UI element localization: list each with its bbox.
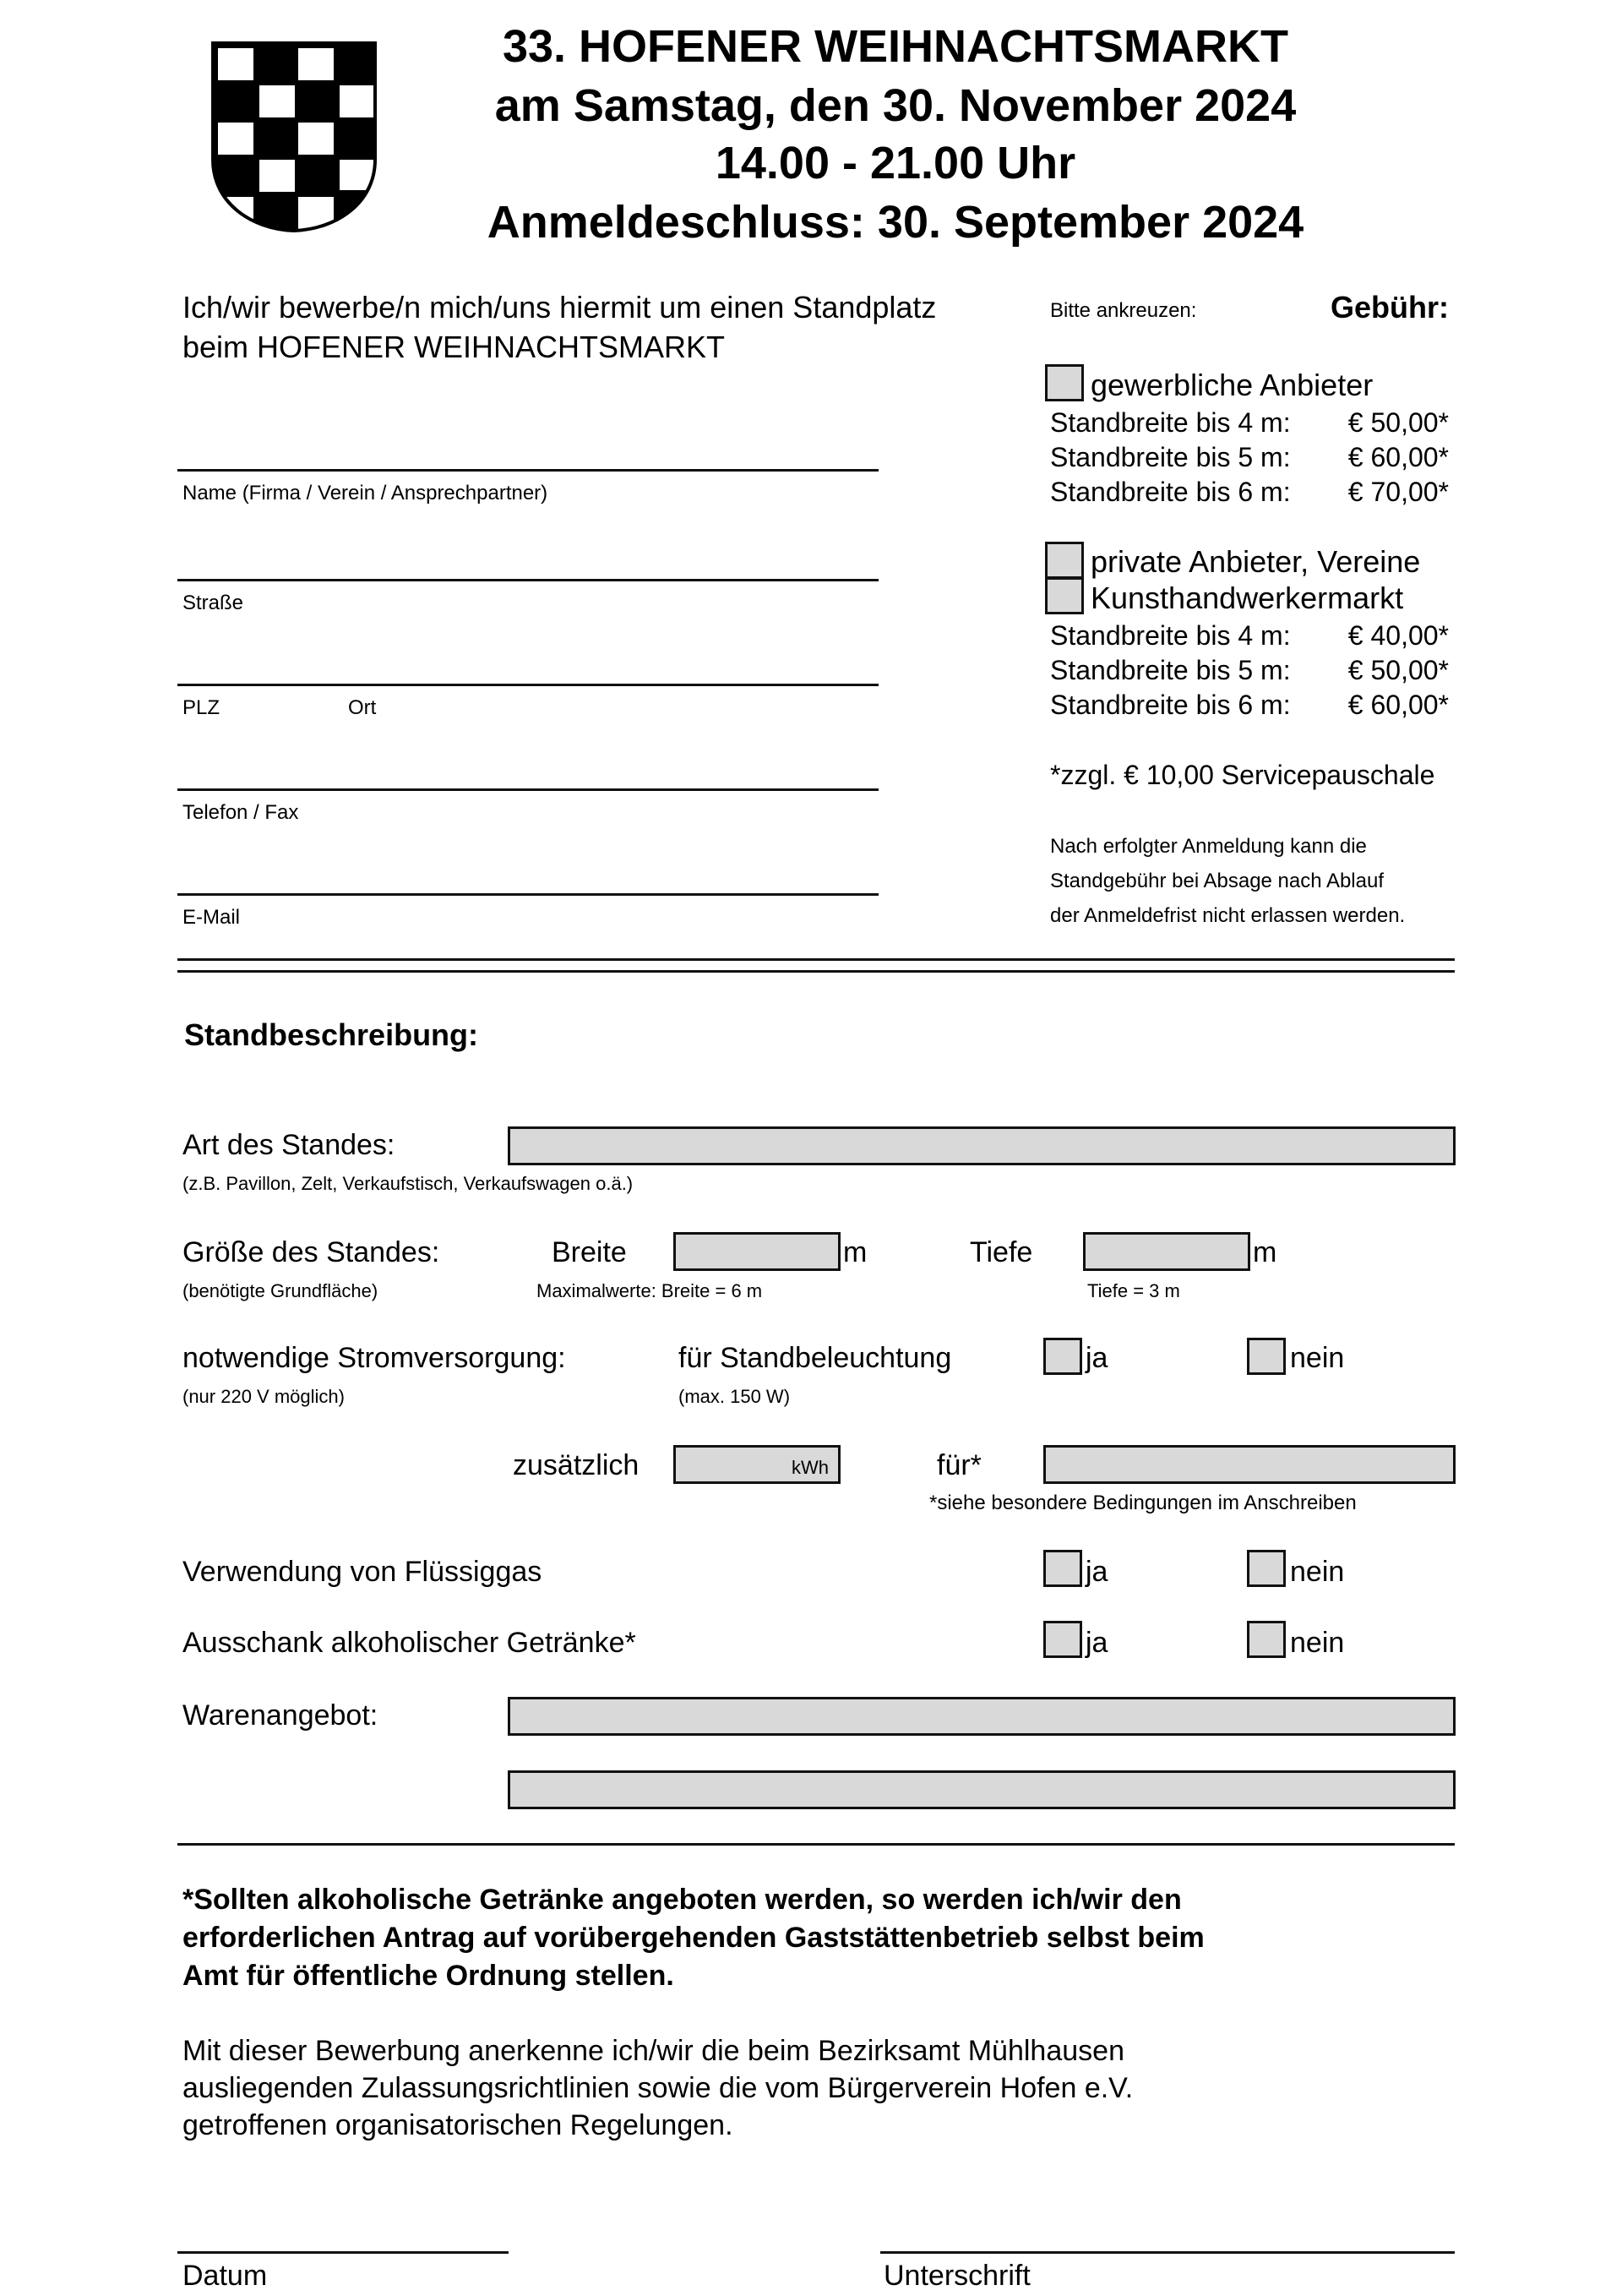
lighting-label: für Standbeleuchtung bbox=[678, 1342, 952, 1374]
goods-label: Warenangebot: bbox=[182, 1699, 378, 1732]
fee-row-price: € 60,00* bbox=[1347, 442, 1449, 472]
fee-heading: Gebühr: bbox=[1331, 290, 1449, 324]
width-label: Breite bbox=[552, 1236, 627, 1268]
stand-size-label: Größe des Standes: bbox=[182, 1236, 440, 1268]
cancel-note-line-1: Nach erfolgter Anmeldung kann die bbox=[1050, 835, 1367, 858]
city-label: Ort bbox=[348, 696, 377, 719]
alcohol-label: Ausschank alkoholischer Getränke* bbox=[182, 1627, 636, 1659]
service-note: *zzgl. € 10,00 Servicepauschale bbox=[1050, 760, 1435, 790]
divider bbox=[177, 1843, 1455, 1846]
fee-row-label: Standbreite bis 5 m: bbox=[1050, 442, 1291, 472]
private-checkbox[interactable] bbox=[1045, 542, 1084, 579]
private-label: private Anbieter, Vereine bbox=[1091, 544, 1421, 579]
gas-no-label: nein bbox=[1290, 1556, 1345, 1588]
stand-heading: Standbeschreibung: bbox=[184, 1017, 479, 1052]
fee-row-price: € 50,00* bbox=[1347, 655, 1449, 685]
intro-line-1: Ich/wir bewerbe/n mich/uns hiermit um einen Standplatz bbox=[182, 290, 937, 324]
name-input-line[interactable] bbox=[177, 469, 879, 472]
fee-row-price: € 70,00* bbox=[1347, 477, 1449, 507]
title-line-2: am Samstag, den 30. November 2024 bbox=[494, 80, 1297, 131]
coat-of-arms-icon bbox=[211, 41, 377, 232]
gas-yes-label: ja bbox=[1086, 1556, 1108, 1588]
power-label: notwendige Stromversorgung: bbox=[182, 1342, 566, 1374]
alcohol-yes-label: ja bbox=[1086, 1627, 1108, 1659]
kwh-unit: kWh bbox=[792, 1457, 829, 1478]
goods-input-2[interactable] bbox=[508, 1770, 1456, 1809]
gas-yes-checkbox[interactable] bbox=[1043, 1550, 1082, 1587]
title-line-3: 14.00 - 21.00 Uhr bbox=[715, 138, 1076, 188]
fee-row-label: Standbreite bis 6 m: bbox=[1050, 690, 1291, 720]
fee-row-price: € 50,00* bbox=[1347, 407, 1449, 438]
email-label: E-Mail bbox=[182, 906, 241, 929]
max-depth-hint: Tiefe = 3 m bbox=[1087, 1280, 1180, 1301]
lighting-hint: (max. 150 W) bbox=[678, 1386, 791, 1407]
depth-unit: m bbox=[1253, 1236, 1277, 1268]
stand-type-hint: (z.B. Pavillon, Zelt, Verkaufstisch, Verkaufswagen o.ä.) bbox=[182, 1173, 634, 1194]
zip-city-input-line[interactable] bbox=[177, 684, 879, 686]
alcohol-yes-checkbox[interactable] bbox=[1043, 1621, 1082, 1658]
power-purpose-hint: *siehe besondere Bedingungen im Anschreiben bbox=[929, 1492, 1357, 1514]
phone-input-line[interactable] bbox=[177, 788, 879, 791]
lighting-yes-label: ja bbox=[1086, 1342, 1108, 1374]
date-label: Datum bbox=[182, 2260, 268, 2292]
power-purpose-input[interactable] bbox=[1043, 1445, 1456, 1484]
depth-label: Tiefe bbox=[970, 1236, 1033, 1268]
phone-label: Telefon / Fax bbox=[182, 801, 299, 824]
divider bbox=[177, 970, 1455, 973]
additional-power-label: zusätzlich bbox=[513, 1449, 640, 1481]
power-hint: (nur 220 V möglich) bbox=[182, 1386, 345, 1407]
acceptance-line-1: Mit dieser Bewerbung anerkenne ich/wir die beim Bezirksamt Mühlhausen bbox=[182, 2035, 1124, 2067]
fee-row-price: € 60,00* bbox=[1347, 690, 1449, 720]
date-input-line[interactable] bbox=[177, 2251, 509, 2254]
width-unit: m bbox=[843, 1236, 868, 1268]
email-input-line[interactable] bbox=[177, 893, 879, 896]
fee-row-price: € 40,00* bbox=[1347, 620, 1449, 651]
lighting-no-checkbox[interactable] bbox=[1247, 1338, 1286, 1375]
stand-type-input[interactable] bbox=[508, 1126, 1456, 1165]
goods-input-1[interactable] bbox=[508, 1697, 1456, 1736]
title-line-1: 33. HOFENER WEIHNACHTSMARKT bbox=[502, 21, 1289, 72]
alcohol-note-line-2: erforderlichen Antrag auf vorübergehenden Gaststättenbetrieb selbst beim bbox=[182, 1922, 1205, 1954]
commercial-label: gewerbliche Anbieter bbox=[1091, 368, 1374, 402]
cancel-note-line-3: der Anmeldefrist nicht erlassen werden. bbox=[1050, 904, 1406, 927]
acceptance-line-2: ausliegenden Zulassungsrichtlinien sowie die vom Bürgerverein Hofen e.V. bbox=[182, 2072, 1134, 2104]
acceptance-line-3: getroffenen organisatorischen Regelungen. bbox=[182, 2109, 733, 2141]
tick-instruction: Bitte ankreuzen: bbox=[1050, 299, 1197, 322]
cancel-note-line-2: Standgebühr bei Absage nach Ablauf bbox=[1050, 870, 1384, 892]
intro-line-2: beim HOFENER WEIHNACHTSMARKT bbox=[182, 330, 726, 364]
signature-label: Unterschrift bbox=[884, 2260, 1031, 2292]
power-purpose-label: für* bbox=[937, 1449, 982, 1481]
lighting-yes-checkbox[interactable] bbox=[1043, 1338, 1082, 1375]
alcohol-no-label: nein bbox=[1290, 1627, 1345, 1659]
fee-row-label: Standbreite bis 6 m: bbox=[1050, 477, 1291, 507]
alcohol-note-line-1: *Sollten alkoholische Getränke angeboten werden, so werden ich/wir den bbox=[182, 1884, 1182, 1916]
depth-input[interactable] bbox=[1083, 1232, 1250, 1271]
signature-input-line[interactable] bbox=[880, 2251, 1455, 2254]
lighting-no-label: nein bbox=[1290, 1342, 1345, 1374]
max-width-hint: Maximalwerte: Breite = 6 m bbox=[536, 1280, 763, 1301]
zip-label: PLZ bbox=[182, 696, 220, 719]
alcohol-no-checkbox[interactable] bbox=[1247, 1621, 1286, 1658]
gas-no-checkbox[interactable] bbox=[1247, 1550, 1286, 1587]
alcohol-note-line-3: Amt für öffentliche Ordnung stellen. bbox=[182, 1960, 674, 1992]
fee-row-label: Standbreite bis 5 m: bbox=[1050, 655, 1291, 685]
crafts-checkbox[interactable] bbox=[1045, 577, 1084, 614]
stand-type-label: Art des Standes: bbox=[182, 1129, 395, 1161]
street-input-line[interactable] bbox=[177, 579, 879, 581]
divider bbox=[177, 958, 1455, 961]
crafts-label: Kunsthandwerkermarkt bbox=[1091, 581, 1404, 615]
commercial-checkbox[interactable] bbox=[1045, 364, 1084, 401]
title-line-4: Anmeldeschluss: 30. September 2024 bbox=[487, 197, 1304, 248]
stand-size-hint: (benötigte Grundfläche) bbox=[182, 1280, 378, 1301]
fee-row-label: Standbreite bis 4 m: bbox=[1050, 620, 1291, 651]
width-input[interactable] bbox=[673, 1232, 841, 1271]
street-label: Straße bbox=[182, 592, 244, 614]
gas-label: Verwendung von Flüssiggas bbox=[182, 1556, 542, 1588]
fee-row-label: Standbreite bis 4 m: bbox=[1050, 407, 1291, 438]
name-label: Name (Firma / Verein / Ansprechpartner) bbox=[182, 482, 548, 504]
